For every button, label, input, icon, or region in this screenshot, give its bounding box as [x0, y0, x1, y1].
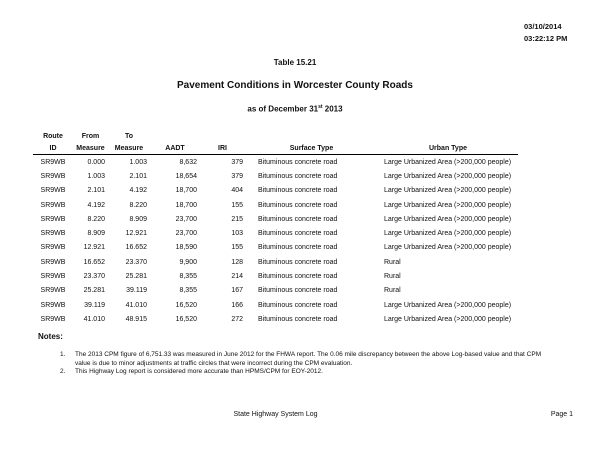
table-cell: Bituminous concrete road [258, 301, 338, 309]
table-cell: 25.281 [125, 273, 147, 281]
print-date: 03/10/2014 [524, 22, 562, 31]
table-cell: Large Urbanized Area (>200,000 people) [384, 215, 512, 223]
table-cell: 214 [231, 273, 243, 281]
header-iri: IRI [200, 142, 245, 155]
header-aadt: AADT [150, 142, 200, 155]
as-of-suffix: 2013 [322, 104, 343, 114]
table-cell: 272 [231, 315, 243, 323]
table-cell: Bituminous concrete road [258, 158, 338, 166]
print-time: 03:22:12 PM [524, 34, 568, 43]
header-surface-type: Surface Type [245, 142, 378, 155]
table-row [33, 226, 518, 240]
table-row [33, 212, 518, 226]
table-cell: SR9WB [40, 215, 66, 223]
table-cell: Large Urbanized Area (>200,000 people) [384, 301, 512, 309]
table-cell: 41.010 [83, 315, 105, 323]
note-item [60, 351, 548, 368]
table-cell: 8.220 [129, 201, 147, 209]
table-cell: 9,900 [179, 258, 197, 266]
table-cell: Rural [384, 258, 401, 266]
table-cell: 128 [231, 258, 243, 266]
table-cell: 215 [231, 215, 243, 223]
table-cell: 0.000 [87, 158, 105, 166]
table-cell: Large Urbanized Area (>200,000 people) [384, 172, 512, 180]
table-cell: SR9WB [40, 287, 66, 295]
table-cell: 16,520 [175, 301, 197, 309]
table-cell: SR9WB [40, 187, 66, 195]
table-cell: Bituminous concrete road [258, 287, 338, 295]
table-body [33, 155, 518, 327]
note-number: 1. [60, 351, 66, 358]
table-cell: 155 [231, 201, 243, 209]
header-to-measure: Measure [108, 142, 150, 155]
table-cell: Large Urbanized Area (>200,000 people) [384, 201, 512, 209]
table-cell: 8,355 [179, 287, 197, 295]
table-cell: Bituminous concrete road [258, 315, 338, 323]
table-cell: Rural [384, 273, 401, 281]
table-cell: SR9WB [40, 301, 66, 309]
table-cell: 2.101 [87, 187, 105, 195]
table-cell: 12.921 [125, 230, 147, 238]
table-cell: Bituminous concrete road [258, 258, 338, 266]
table-cell: 23,700 [175, 215, 197, 223]
table-cell: 1.003 [87, 172, 105, 180]
table-cell: 2.101 [129, 172, 147, 180]
table-cell: 8.909 [129, 215, 147, 223]
page-title: Pavement Conditions in Worcester County Roads [177, 80, 413, 91]
table-cell: Large Urbanized Area (>200,000 people) [384, 230, 512, 238]
header-from-measure: Measure [73, 142, 108, 155]
table-cell: Bituminous concrete road [258, 273, 338, 281]
table-cell: Bituminous concrete road [258, 201, 338, 209]
notes-list [60, 351, 548, 377]
table-row [33, 284, 518, 298]
table-cell: 25.281 [83, 287, 105, 295]
note-item [60, 368, 548, 377]
table-cell: 379 [231, 158, 243, 166]
table-row [33, 269, 518, 283]
table-cell: 39.119 [84, 301, 105, 309]
table-cell: Large Urbanized Area (>200,000 people) [384, 315, 512, 323]
table-cell: 18,700 [175, 187, 197, 195]
table-cell: Rural [384, 287, 401, 295]
table-cell: Bituminous concrete road [258, 244, 338, 252]
table-cell: SR9WB [40, 273, 66, 281]
table-row [33, 255, 518, 269]
table-cell: Large Urbanized Area (>200,000 people) [384, 244, 512, 252]
table-cell: 23,700 [175, 230, 197, 238]
table-cell: 4.192 [87, 201, 105, 209]
table-cell: Large Urbanized Area (>200,000 people) [384, 187, 512, 195]
header-id: ID [33, 142, 73, 155]
table-cell: 48.915 [125, 315, 147, 323]
note-number: 2. [60, 368, 66, 375]
header-to: To [124, 132, 134, 140]
header-row-top [33, 130, 518, 142]
table-cell: 16.652 [125, 244, 147, 252]
table-cell: 8.220 [87, 215, 105, 223]
table-row [33, 155, 518, 170]
table-cell: 4.192 [129, 187, 147, 195]
note-text: The 2013 CPM figure of 6,751.33 was measured in June 2012 for the FHWA report. The 0.06 mile discrepancy between the above Log-based value and that CPM value is due to minor adjustments at traffic circles that were incorrect during the CPM evaluation. [75, 351, 542, 367]
table-cell: 39.119 [126, 287, 147, 295]
footer-report-name: State Highway System Log [233, 411, 318, 418]
table-cell: Bituminous concrete road [258, 215, 338, 223]
table-cell: SR9WB [40, 158, 66, 166]
table-header [33, 130, 518, 155]
table-cell: 166 [231, 301, 243, 309]
table-cell: 18,590 [175, 244, 197, 252]
table-row [33, 198, 518, 212]
table-cell: 12.921 [83, 244, 105, 252]
table-cell: Bituminous concrete road [258, 172, 338, 180]
as-of-prefix: as of December 31 [247, 104, 319, 114]
table-cell: 8.909 [87, 230, 105, 238]
table-cell: 23.370 [125, 258, 147, 266]
table-row [33, 184, 518, 198]
notes-heading: Notes: [38, 332, 63, 341]
table-cell: 404 [231, 187, 243, 195]
note-text: This Highway Log report is considered more accurate than HPMS/CPM for EOY-2012. [75, 368, 323, 375]
table-cell: SR9WB [40, 244, 66, 252]
table-cell: SR9WB [40, 230, 66, 238]
table-cell: 8,632 [179, 158, 197, 166]
table-cell: 167 [231, 287, 243, 295]
table-cell: 155 [231, 244, 243, 252]
table-cell: 16.652 [83, 258, 105, 266]
table-cell: 18,654 [175, 172, 197, 180]
table-cell: 16,520 [175, 315, 197, 323]
table-number-title: Table 15.21 [273, 58, 317, 67]
table-cell: SR9WB [40, 201, 66, 209]
table-cell: SR9WB [40, 315, 66, 323]
footer-page-number: Page 1 [550, 411, 573, 418]
table-cell: 1.003 [129, 158, 147, 166]
table-cell: SR9WB [40, 172, 66, 180]
table-row [33, 312, 518, 326]
table-row [33, 241, 518, 255]
print-datetime [524, 21, 567, 45]
header-row-bottom [33, 142, 518, 155]
pavement-conditions-table [33, 130, 518, 327]
table-cell: SR9WB [40, 258, 66, 266]
table-cell: Large Urbanized Area (>200,000 people) [384, 158, 512, 166]
table-row [33, 298, 518, 312]
table-row [33, 169, 518, 183]
header-from: From [81, 132, 100, 140]
table-cell: Bituminous concrete road [258, 230, 338, 238]
header-route: Route [43, 132, 63, 140]
table-cell: 8,355 [179, 273, 197, 281]
header-urban-type: Urban Type [378, 142, 518, 155]
table-cell: 103 [231, 230, 243, 238]
as-of-subtitle [0, 104, 590, 114]
as-of-ordinal: st [318, 104, 323, 110]
table-cell: Bituminous concrete road [258, 187, 338, 195]
table-cell: 23.370 [83, 273, 105, 281]
table-cell: 379 [231, 172, 243, 180]
table-cell: 18,700 [175, 201, 197, 209]
table-cell: 41.010 [125, 301, 147, 309]
